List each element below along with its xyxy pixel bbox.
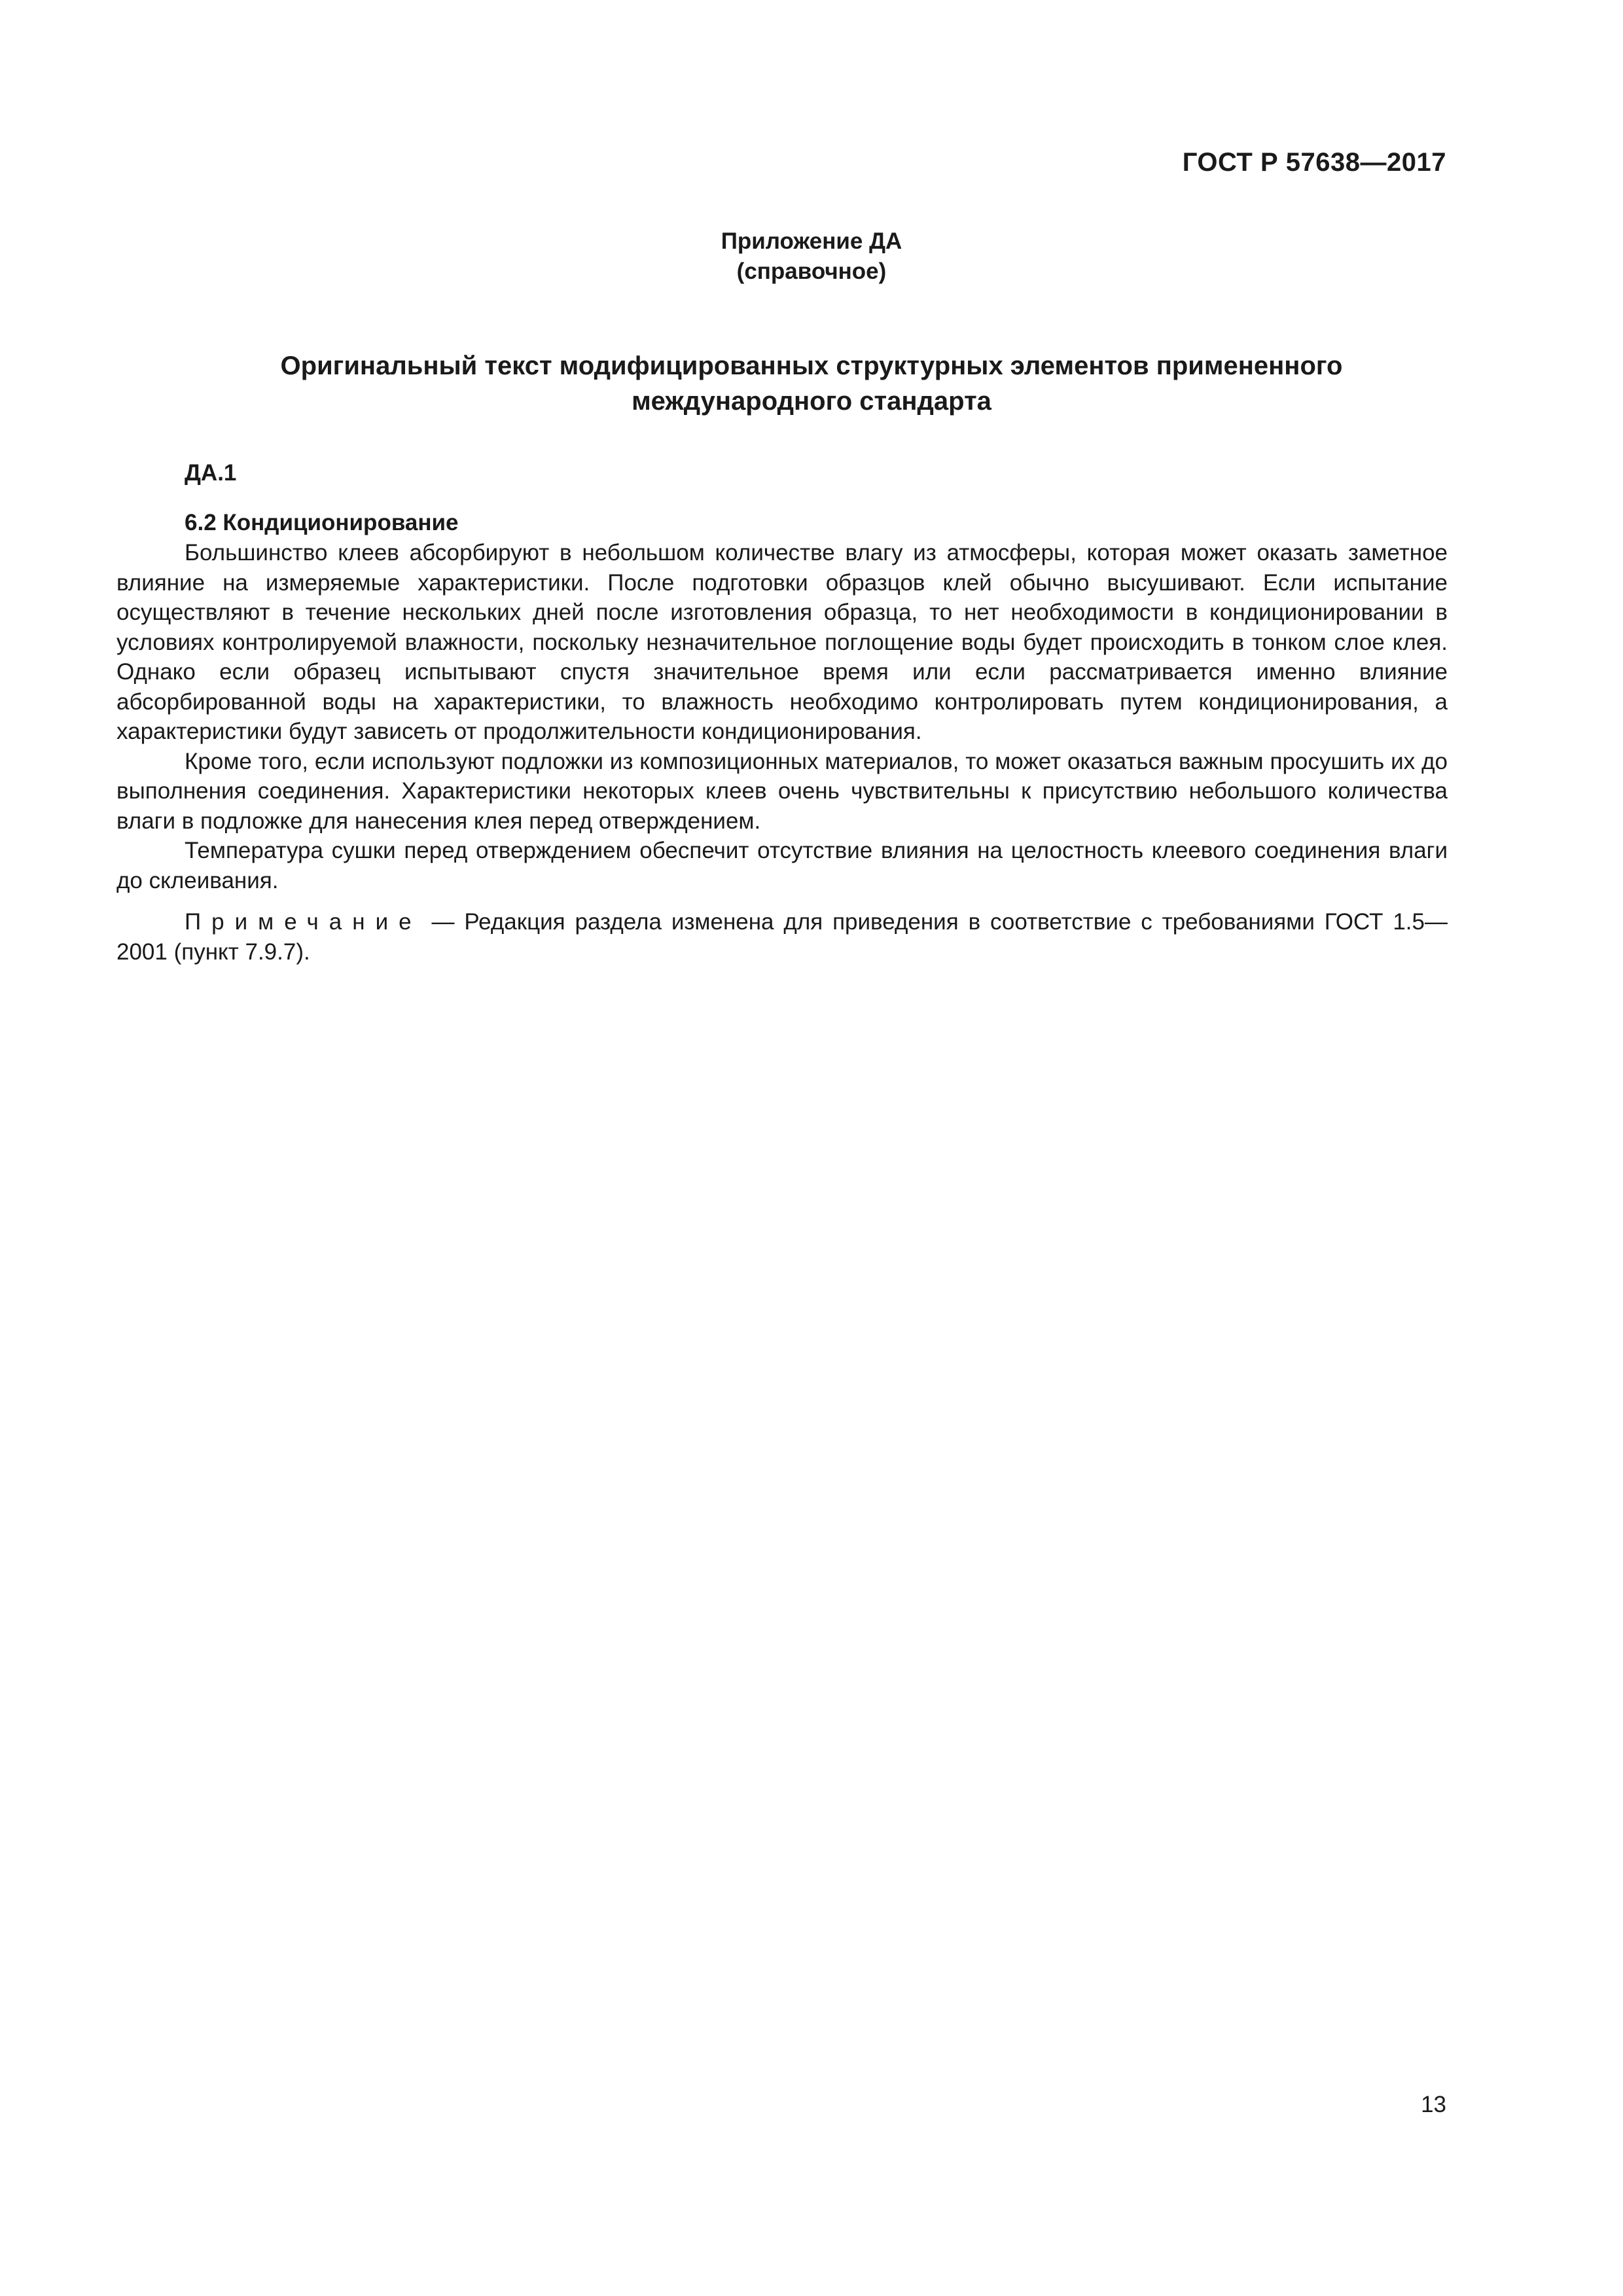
appendix-type: (справочное) [736, 259, 887, 284]
paragraph: Температура сушки перед отверждением обеспечит отсутствие влияния на целостность клеевого соединения влаги до склеивания. [116, 838, 1448, 893]
clause-id: ДА.1 [185, 460, 237, 486]
appendix-heading [0, 226, 1623, 287]
appendix-title: Оригинальный текст модифицированных структурных элементов примененного международного стандарта [280, 351, 1343, 416]
note-text: — Редакция раздела изменена для приведения в соответствие с требованиями ГОСТ 1.5—2001 (пункт 7.9.7). [116, 909, 1448, 965]
page-number: 13 [1421, 2092, 1446, 2117]
document-code: ГОСТ Р 57638—2017 [1182, 148, 1446, 177]
appendix-label: Приложение ДА [721, 228, 902, 254]
note [116, 907, 1448, 967]
note-label: Примечание [185, 909, 422, 935]
document-body [116, 458, 1448, 967]
subclause-heading: 6.2 Кондиционирование [185, 510, 459, 535]
paragraph: Кроме того, если используют подложки из композиционных материалов, то может оказаться важным просушить их до выполнения соединения. Характеристики некоторых клеев очень чувствительны к присутствию небольшого количества влаги в подложке для нанесения клея перед отверждением. [116, 748, 1448, 834]
paragraph: Большинство клеев абсорбируют в небольшом количестве влагу из атмосферы, которая может оказать заметное влияние на измеряемые характеристики. После подготовки образцов клей обычно высушивают. Если испытание осуществляют в течение нескольких дней после изготовления образца, то нет необходимости в кондиционировании в условиях контролируемой влажности, поскольку незначительное поглощение воды будет происходить в тонком слое клея. Однако если образец испытывают спустя значительное время или если рассматривается именно влияние абсорбированной воды на характеристики, то влажность необходимо контролировать путем кондиционирования, а характеристики будут зависеть от продолжительности кондиционирования. [116, 540, 1448, 744]
